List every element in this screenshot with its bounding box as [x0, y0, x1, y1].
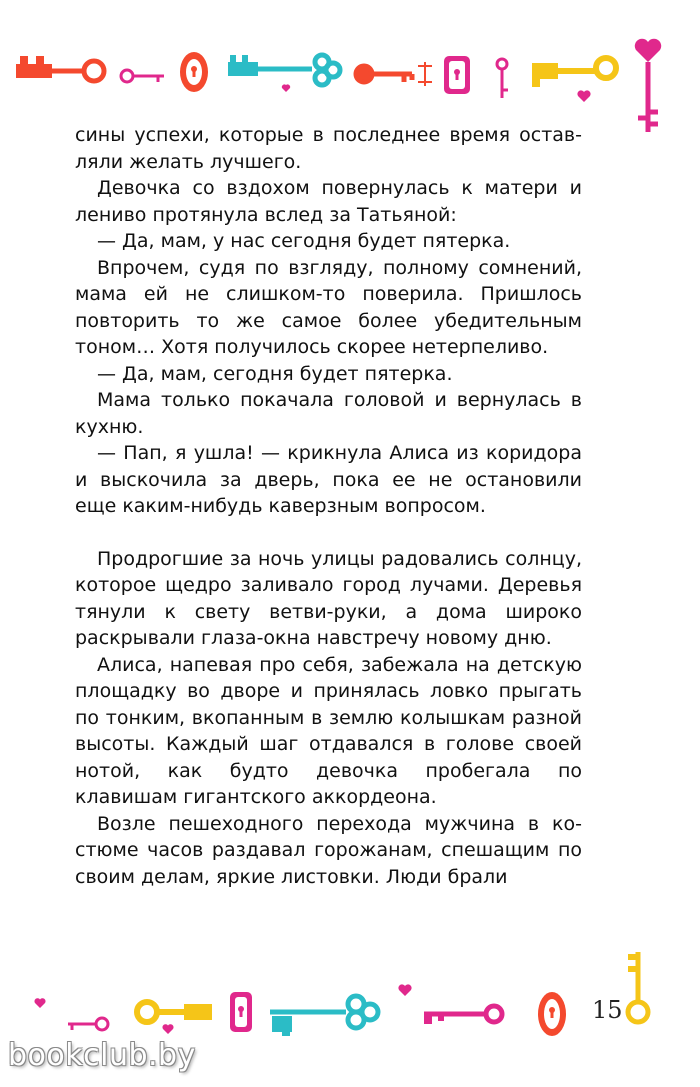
castle-key-icon — [270, 996, 378, 1036]
paragraph: — Да, мам, у нас сегодня будет пятерка. — [97, 230, 511, 252]
small-key-icon — [121, 70, 164, 82]
castle-key-icon — [228, 55, 340, 85]
pendant-key-icon — [635, 39, 661, 132]
paragraph: сины успехи, которые в последнее время оставляли желать лучшего. — [75, 124, 582, 173]
paragraph: — Пап, я ушла! — крикнула Алиса из коридора и выскочила за дверь, пока ее не остановили еще каким-нибудь каверзным вопросом. — [75, 442, 582, 517]
heart-icon — [398, 984, 411, 996]
paragraph: Продрогшие за ночь улицы радовались солнцу, которое щедро заливало город лучами. Деревья тянули к свету ветви-руки, а дома широко раскрывали глаза-окна навстречу новому дню. — [75, 547, 582, 649]
keyhole-icon — [230, 992, 252, 1032]
heart-icon — [34, 998, 45, 1008]
castle-key-icon — [16, 56, 104, 81]
heart-icon — [162, 1024, 173, 1034]
paragraph: Девочка со вздохом повернулась к матери и лениво протянула вслед за Татьяной: — [75, 177, 582, 226]
paragraph: Возле пешеходного перехода мужчина в костюме часов раздавал горожанам, спешащим по своим делам, яркие листовки. Люди брали — [75, 812, 582, 888]
keyhole-icon — [180, 52, 208, 92]
keyhole-icon — [538, 992, 566, 1036]
paragraph: Впрочем, судя по взгляду, полному сомнений, мама ей не слишком-то поверила. Пришлось повторить то же самое более убедительным тоном… Хотя получилось скорее нетерпеливо. — [75, 256, 582, 358]
key-icon — [137, 1002, 212, 1022]
paragraph: Алиса, напевая про себя, забежала на детскую площадку во дворе и принялась ловко прыгать по тонким, вкопанным в землю колышкам разной высоты. Каждый шаг отдавался в голове своей нотой, как будто девочка пробегала по клавишам гигантского аккордеона. — [75, 653, 582, 808]
keyhole-icon — [444, 56, 470, 94]
small-key-icon — [418, 62, 432, 86]
page-number: 15 — [592, 996, 623, 1024]
hanging-key-icon — [628, 952, 648, 1022]
heart-icon — [282, 84, 290, 92]
key-icon — [68, 1018, 108, 1030]
key-icon — [532, 58, 616, 87]
key-icon — [424, 1006, 502, 1024]
watermark: bookclub.by — [8, 1038, 196, 1073]
heart-icon — [577, 90, 590, 102]
paragraph: Мама только покачала головой и вернулась в кухню. — [75, 389, 582, 438]
small-key-icon — [497, 59, 508, 98]
key-icon — [356, 66, 412, 82]
body-text — [75, 122, 582, 890]
paragraph: — Да, мам, сегодня будет пятерка. — [97, 362, 453, 385]
